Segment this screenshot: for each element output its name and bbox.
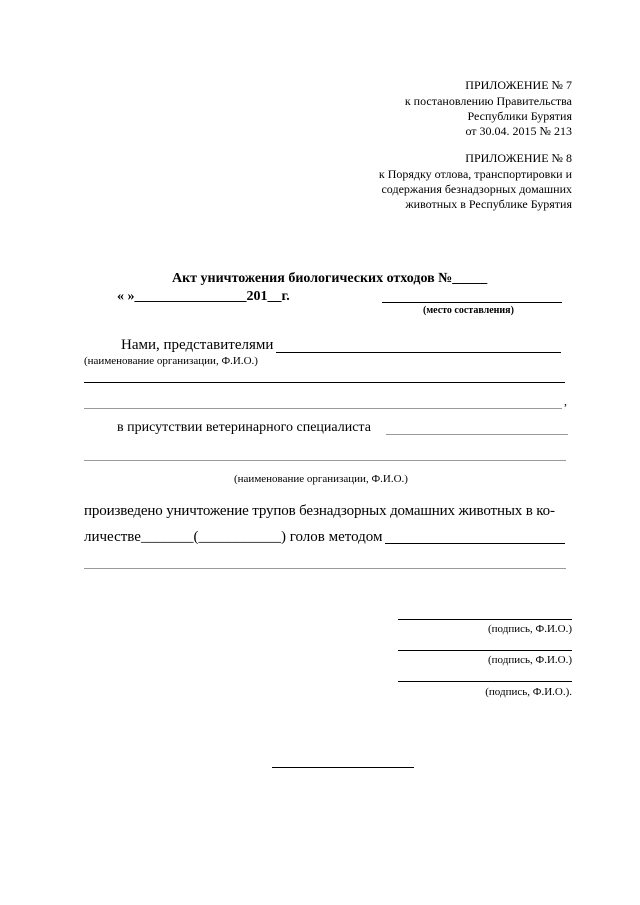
- destruction-line-1: произведено уничтожение трупов безнадзорных домашних животных в ко-: [84, 503, 555, 519]
- appendix-8-line-1: к Порядку отлова, транспортировки и: [378, 167, 572, 181]
- presence-underline: [386, 434, 568, 435]
- blank-line-3: [84, 460, 566, 461]
- destruction-line-2: личестве_______(___________) голов методом: [84, 529, 383, 545]
- appendix-7-title: ПРИЛОЖЕНИЕ № 7: [465, 78, 572, 92]
- appendix-8-line-2: содержания безнадзорных домашних: [381, 182, 572, 196]
- closing-rule: [272, 767, 414, 768]
- place-caption: (место составления): [423, 305, 514, 316]
- blank-line-2: [84, 408, 562, 409]
- org-caption-1: (наименование организации, Ф.И.О.): [84, 355, 258, 367]
- appendix-7-line-3: от 30.04. 2015 № 213: [465, 124, 572, 138]
- signature-caption-1: (подпись, Ф.И.О.): [488, 623, 572, 635]
- signature-caption-3: (подпись, Ф.И.О.).: [485, 686, 572, 698]
- method-underline: [385, 543, 565, 544]
- signature-line-3: [398, 681, 572, 682]
- presence-label: в присутствии ветеринарного специалиста: [117, 420, 371, 435]
- blank-line-4: [84, 568, 566, 569]
- act-title: Акт уничтожения биологических отходов №_____: [172, 271, 488, 286]
- signature-line-2: [398, 650, 572, 651]
- appendix-8-title: ПРИЛОЖЕНИЕ № 8: [465, 151, 572, 165]
- org-caption-2: (наименование организации, Ф.И.О.): [234, 473, 408, 485]
- appendix-8-line-3: животных в Республике Бурятия: [405, 197, 572, 211]
- representatives-underline: [276, 352, 561, 353]
- act-date-line: « »________________201__г.: [117, 289, 290, 304]
- appendix-7-line-2: Республики Бурятия: [467, 109, 572, 123]
- blank-line-1: [84, 382, 565, 383]
- signature-line-1: [398, 619, 572, 620]
- comma: ,: [564, 394, 567, 408]
- representatives-label: Нами, представителями: [121, 337, 274, 353]
- appendix-7-line-1: к постановлению Правительства: [404, 94, 572, 108]
- signature-caption-2: (подпись, Ф.И.О.): [488, 654, 572, 666]
- place-underline: [382, 302, 562, 303]
